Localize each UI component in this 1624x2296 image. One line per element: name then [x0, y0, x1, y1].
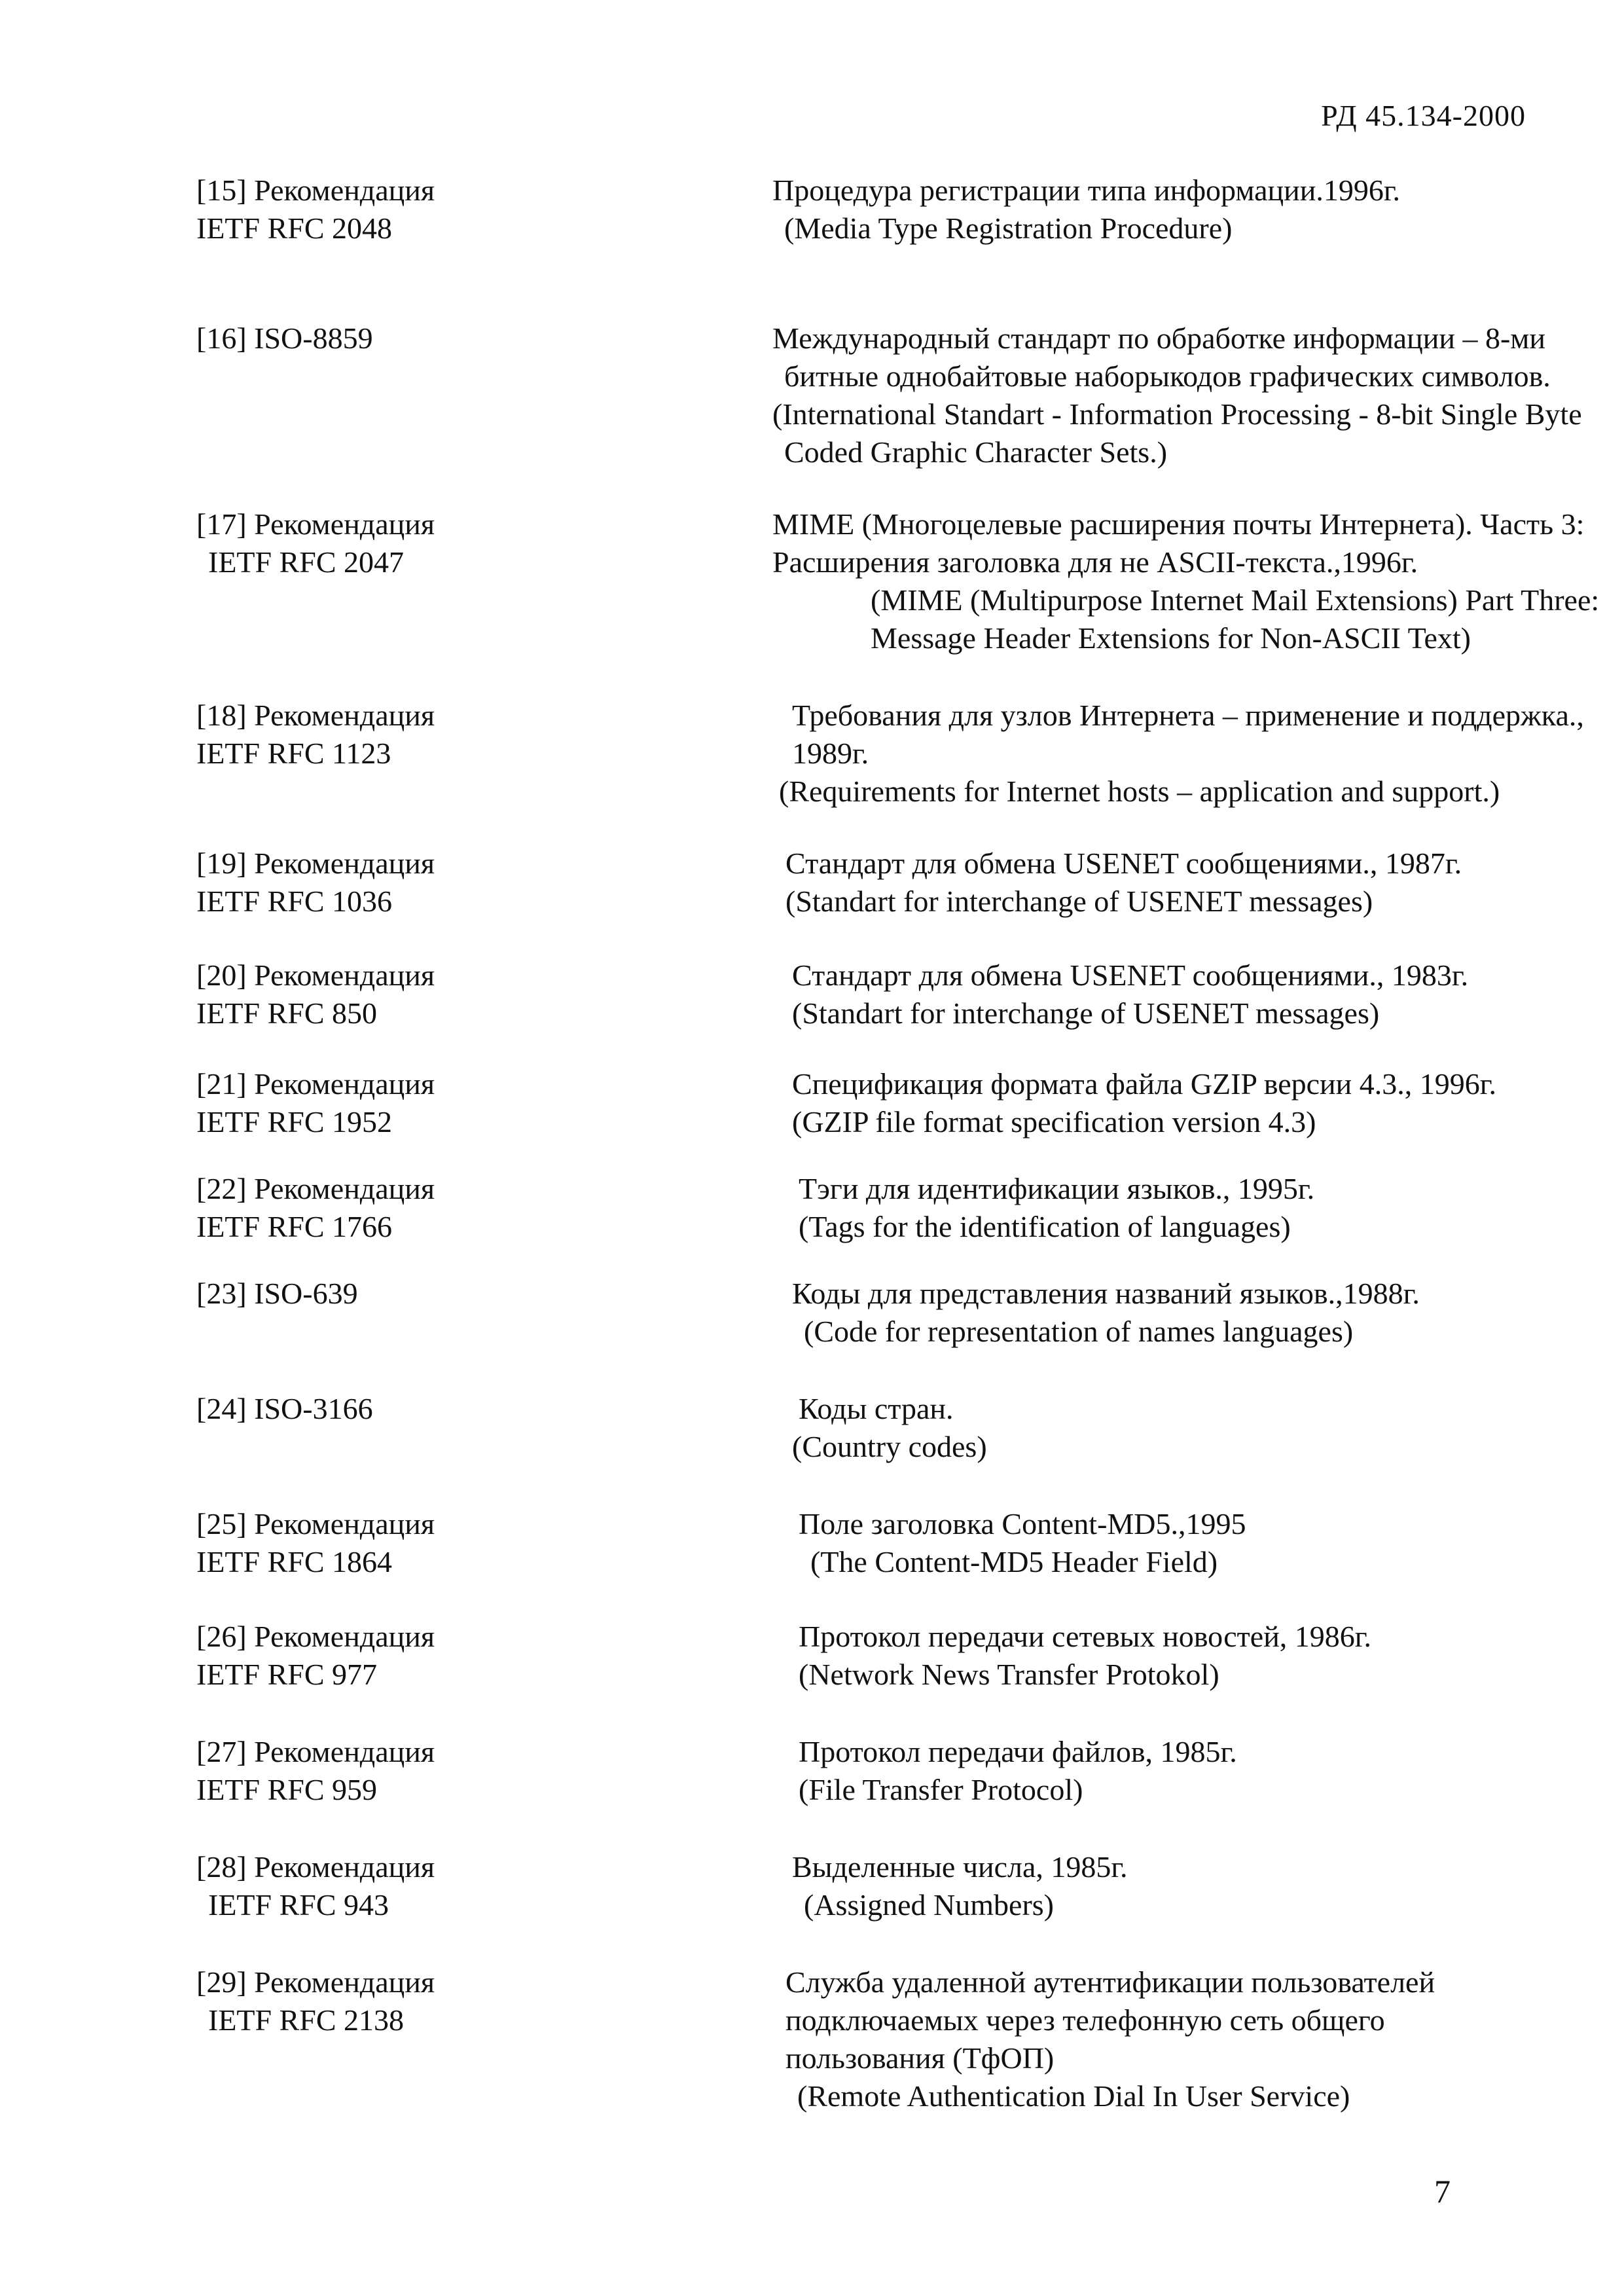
title-ru: Служба удаленной аутентификации пользователей — [785, 1965, 1435, 1999]
reference-item — [196, 1618, 1538, 1694]
title-ru-cont: 1989г. — [792, 737, 869, 770]
reference-item — [196, 1733, 1538, 1809]
title-en: (Remote Authentication Dial In User Service) — [797, 2079, 1350, 2113]
reference-label: [26] Рекомендация — [196, 1620, 435, 1653]
title-ru: MIME (Многоцелевые расширения почты Интернета). Часть 3: — [772, 507, 1585, 541]
reference-item — [196, 1848, 1538, 1924]
reference-title — [569, 1275, 1538, 1351]
reference-code: IETF RFC 2047 — [208, 545, 405, 579]
reference-title — [569, 1618, 1538, 1694]
reference-title — [569, 1065, 1538, 1141]
reference-title — [569, 1963, 1538, 2115]
title-en: (Tags for the identification of languages) — [799, 1210, 1291, 1243]
reference-source — [196, 1390, 569, 1466]
reference-item — [196, 1275, 1538, 1351]
title-en: (File Transfer Protocol) — [799, 1773, 1083, 1806]
reference-item — [196, 1505, 1538, 1581]
reference-item — [196, 319, 1582, 471]
reference-source — [196, 505, 569, 657]
title-ru: Международный стандарт по обработке информации – 8-ми — [772, 321, 1545, 355]
reference-label: [22] Рекомендация — [196, 1172, 435, 1205]
title-en: (Code for representation of names languages) — [804, 1315, 1354, 1348]
reference-title — [569, 1390, 1538, 1466]
reference-code: IETF RFC 1036 — [196, 884, 393, 918]
reference-source — [196, 845, 569, 920]
reference-list — [196, 172, 1600, 2115]
reference-source — [196, 319, 569, 471]
title-ru: Протокол передачи файлов, 1985г. — [799, 1735, 1237, 1768]
reference-title — [569, 697, 1584, 811]
reference-label: [25] Рекомендация — [196, 1507, 435, 1540]
reference-label: [27] Рекомендация — [196, 1735, 435, 1768]
reference-source — [196, 1170, 569, 1246]
title-ru: Коды для представления названий языков.,1988г. — [792, 1277, 1420, 1310]
title-en: (MIME (Multipurpose Internet Mail Extensions) Part Three: — [871, 583, 1600, 617]
reference-label: [23] ISO-639 — [196, 1277, 358, 1310]
reference-code: IETF RFC 1952 — [196, 1105, 393, 1139]
title-en: (Network News Transfer Protokol) — [799, 1658, 1219, 1691]
title-en: (Standart for interchange of USENET messages) — [792, 996, 1380, 1030]
reference-title — [569, 957, 1538, 1032]
title-ru: Требования для узлов Интернета – применение и поддержка., — [792, 699, 1584, 732]
reference-label: [17] Рекомендация — [196, 507, 435, 541]
title-en: (Standart for interchange of USENET messages) — [785, 884, 1373, 918]
reference-source — [196, 172, 569, 247]
reference-code: IETF RFC 850 — [196, 996, 378, 1030]
document-code: РД 45.134-2000 — [1321, 99, 1526, 132]
title-ru-cont: битные однобайтовые наборыкодов графических символов. — [784, 359, 1551, 393]
reference-item — [196, 1170, 1538, 1246]
reference-title — [569, 319, 1582, 471]
reference-item — [196, 1065, 1538, 1141]
reference-source — [196, 1618, 569, 1694]
reference-item — [196, 697, 1584, 811]
reference-code: IETF RFC 959 — [196, 1773, 378, 1806]
reference-label: [20] Рекомендация — [196, 958, 435, 992]
title-en-cont: Message Header Extensions for Non-ASCII Text) — [871, 621, 1471, 655]
reference-code: IETF RFC 977 — [196, 1658, 378, 1691]
reference-title — [569, 1170, 1538, 1246]
reference-item — [196, 172, 1538, 247]
reference-source — [196, 1505, 569, 1581]
reference-title — [569, 505, 1599, 657]
title-ru: Коды стран. — [799, 1392, 954, 1425]
reference-source — [196, 1065, 569, 1141]
title-ru: Спецификация формата файла GZIP версии 4.3., 1996г. — [792, 1067, 1496, 1101]
title-en: (GZIP file format specification version 4.3) — [792, 1105, 1316, 1139]
reference-title — [569, 1505, 1538, 1581]
title-ru: Стандарт для обмена USENET сообщениями., 1987г. — [785, 847, 1462, 880]
reference-item — [196, 1963, 1538, 2115]
reference-label: [15] Рекомендация — [196, 173, 435, 207]
reference-code: IETF RFC 1766 — [196, 1210, 393, 1243]
reference-label: [28] Рекомендация — [196, 1850, 435, 1884]
title-en: (Country codes) — [792, 1430, 987, 1463]
title-ru: Выделенные числа, 1985г. — [792, 1850, 1128, 1884]
reference-code: IETF RFC 943 — [208, 1888, 389, 1922]
reference-source — [196, 1275, 569, 1351]
title-en: (The Content-MD5 Header Field) — [810, 1545, 1218, 1578]
reference-item — [196, 1390, 1538, 1466]
reference-source — [196, 957, 569, 1032]
reference-code: IETF RFC 2048 — [196, 211, 393, 245]
reference-title — [569, 1733, 1538, 1809]
title-en: (International Standart - Information Processing - 8-bit Single Byte — [772, 397, 1582, 431]
reference-title — [569, 1848, 1538, 1924]
reference-item — [196, 845, 1538, 920]
page-number: 7 — [1434, 2173, 1451, 2210]
title-ru: Поле заголовка Content-MD5.,1995 — [799, 1507, 1246, 1540]
reference-source — [196, 1963, 569, 2115]
reference-title — [569, 845, 1538, 920]
title-ru-cont: Расширения заголовка для не ASCII-текста.,1996г. — [772, 545, 1418, 579]
reference-item — [196, 505, 1600, 657]
reference-title — [569, 172, 1538, 247]
title-en: (Media Type Registration Procedure) — [784, 211, 1233, 245]
title-en-cont: Coded Graphic Character Sets.) — [784, 435, 1168, 469]
reference-code: IETF RFC 2138 — [208, 2003, 405, 2037]
reference-label: [16] ISO-8859 — [196, 321, 373, 355]
title-ru: Процедура регистрации типа информации.1996г. — [772, 173, 1401, 207]
title-en: (Assigned Numbers) — [804, 1888, 1054, 1922]
reference-label: [21] Рекомендация — [196, 1067, 435, 1101]
reference-label: [29] Рекомендация — [196, 1965, 435, 1999]
reference-label: [18] Рекомендация — [196, 699, 435, 732]
reference-source — [196, 1733, 569, 1809]
reference-code: IETF RFC 1123 — [196, 737, 391, 770]
title-ru: Протокол передачи сетевых новостей, 1986г. — [799, 1620, 1371, 1653]
title-ru: Тэги для идентификации языков., 1995г. — [799, 1172, 1315, 1205]
title-en: (Requirements for Internet hosts – application and support.) — [779, 774, 1500, 808]
title-ru: Стандарт для обмена USENET сообщениями., 1983г. — [792, 958, 1469, 992]
reference-item — [196, 957, 1538, 1032]
reference-label: [19] Рекомендация — [196, 847, 435, 880]
reference-code: IETF RFC 1864 — [196, 1545, 393, 1578]
title-ru-cont-2: пользования (ТфОП) — [785, 2041, 1055, 2075]
reference-source — [196, 1848, 569, 1924]
title-ru-cont: подключаемых через телефонную сеть общего — [785, 2003, 1385, 2037]
reference-source — [196, 697, 569, 811]
reference-label: [24] ISO-3166 — [196, 1392, 373, 1425]
